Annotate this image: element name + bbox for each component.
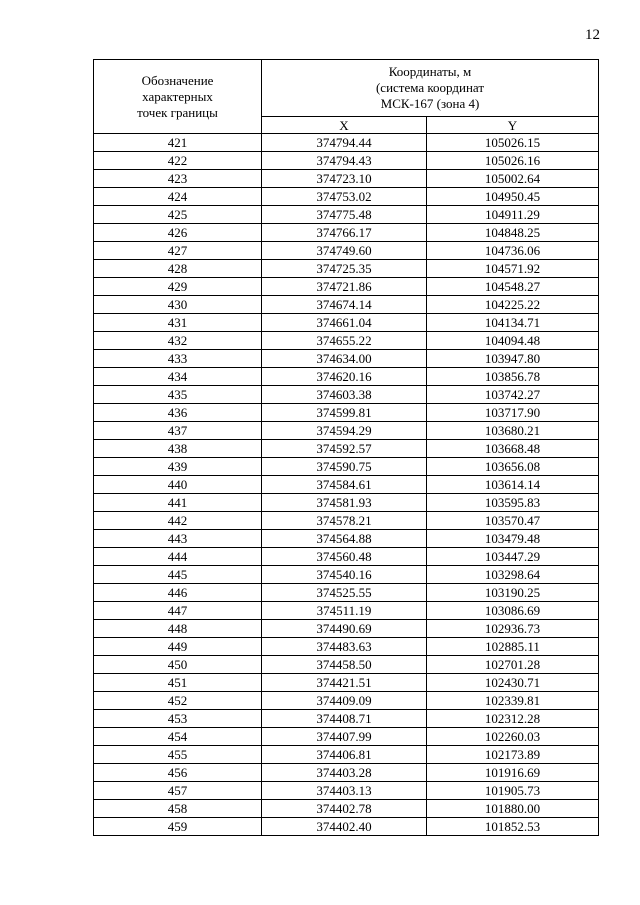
point-id-cell: 448 xyxy=(94,620,262,638)
x-coordinate-cell: 374483.63 xyxy=(262,638,427,656)
table-row xyxy=(94,242,599,260)
y-coordinate-cell: 103656.08 xyxy=(427,458,599,476)
y-coordinate-cell: 102260.03 xyxy=(427,728,599,746)
table-row xyxy=(94,800,599,818)
point-id-cell: 423 xyxy=(94,170,262,188)
y-coordinate-cell: 102339.81 xyxy=(427,692,599,710)
y-coordinate-cell: 103742.27 xyxy=(427,386,599,404)
x-coordinate-cell: 374402.40 xyxy=(262,818,427,836)
y-coordinate-cell: 103570.47 xyxy=(427,512,599,530)
x-coordinate-cell: 374560.48 xyxy=(262,548,427,566)
table-row xyxy=(94,332,599,350)
point-id-cell: 425 xyxy=(94,206,262,224)
point-id-cell: 427 xyxy=(94,242,262,260)
x-coordinate-cell: 374655.22 xyxy=(262,332,427,350)
y-coordinate-cell: 101880.00 xyxy=(427,800,599,818)
y-coordinate-cell: 102430.71 xyxy=(427,674,599,692)
table-row xyxy=(94,206,599,224)
y-coordinate-cell: 104950.45 xyxy=(427,188,599,206)
y-coordinate-cell: 101916.69 xyxy=(427,764,599,782)
table-row xyxy=(94,386,599,404)
table-row xyxy=(94,314,599,332)
y-coordinate-cell: 103717.90 xyxy=(427,404,599,422)
y-coordinate-cell: 103595.83 xyxy=(427,494,599,512)
x-coordinate-cell: 374634.00 xyxy=(262,350,427,368)
y-coordinate-cell: 103447.29 xyxy=(427,548,599,566)
point-id-cell: 442 xyxy=(94,512,262,530)
point-id-cell: 455 xyxy=(94,746,262,764)
table-row xyxy=(94,530,599,548)
table-row xyxy=(94,782,599,800)
x-coordinate-cell: 374674.14 xyxy=(262,296,427,314)
x-coordinate-cell: 374403.13 xyxy=(262,782,427,800)
point-id-cell: 458 xyxy=(94,800,262,818)
y-coordinate-cell: 102701.28 xyxy=(427,656,599,674)
table-row xyxy=(94,764,599,782)
point-id-cell: 421 xyxy=(94,134,262,152)
header-point-line: точек границы xyxy=(137,104,218,120)
point-id-cell: 459 xyxy=(94,818,262,836)
table-row xyxy=(94,440,599,458)
x-coordinate-cell: 374578.21 xyxy=(262,512,427,530)
table-row xyxy=(94,224,599,242)
y-coordinate-cell: 103856.78 xyxy=(427,368,599,386)
x-coordinate-cell: 374775.48 xyxy=(262,206,427,224)
table-body xyxy=(94,134,599,836)
table-row xyxy=(94,656,599,674)
point-id-cell: 452 xyxy=(94,692,262,710)
x-coordinate-cell: 374620.16 xyxy=(262,368,427,386)
point-id-cell: 426 xyxy=(94,224,262,242)
point-id-cell: 440 xyxy=(94,476,262,494)
y-coordinate-cell: 103668.48 xyxy=(427,440,599,458)
table-row xyxy=(94,260,599,278)
point-id-cell: 454 xyxy=(94,728,262,746)
header-coords-line: (система координат xyxy=(375,80,485,95)
point-id-cell: 451 xyxy=(94,674,262,692)
table-row xyxy=(94,548,599,566)
y-coordinate-cell: 105002.64 xyxy=(427,170,599,188)
point-id-cell: 444 xyxy=(94,548,262,566)
point-id-cell: 437 xyxy=(94,422,262,440)
point-id-cell: 450 xyxy=(94,656,262,674)
x-coordinate-cell: 374584.61 xyxy=(262,476,427,494)
x-coordinate-cell: 374409.09 xyxy=(262,692,427,710)
point-id-cell: 422 xyxy=(94,152,262,170)
point-id-cell: 434 xyxy=(94,368,262,386)
table-row xyxy=(94,350,599,368)
x-coordinate-cell: 374766.17 xyxy=(262,224,427,242)
point-id-cell: 441 xyxy=(94,494,262,512)
y-coordinate-cell: 103947.80 xyxy=(427,350,599,368)
x-coordinate-cell: 374721.86 xyxy=(262,278,427,296)
x-coordinate-cell: 374594.29 xyxy=(262,422,427,440)
header-x: X xyxy=(262,117,427,134)
x-coordinate-cell: 374458.50 xyxy=(262,656,427,674)
point-id-cell: 446 xyxy=(94,584,262,602)
table-row xyxy=(94,512,599,530)
page-number: 12 xyxy=(585,27,600,43)
coordinates-table xyxy=(93,59,599,836)
x-coordinate-cell: 374421.51 xyxy=(262,674,427,692)
x-coordinate-cell: 374525.55 xyxy=(262,584,427,602)
x-coordinate-cell: 374406.81 xyxy=(262,746,427,764)
point-id-cell: 445 xyxy=(94,566,262,584)
point-id-cell: 449 xyxy=(94,638,262,656)
header-point-line: Обозначение xyxy=(141,72,214,88)
y-coordinate-cell: 104548.27 xyxy=(427,278,599,296)
header-coordinates xyxy=(262,60,599,117)
point-id-cell: 453 xyxy=(94,710,262,728)
table-row xyxy=(94,638,599,656)
y-coordinate-cell: 103298.64 xyxy=(427,566,599,584)
table-row xyxy=(94,422,599,440)
point-id-cell: 430 xyxy=(94,296,262,314)
header-coords-line: Координаты, м xyxy=(388,64,472,79)
table-row xyxy=(94,476,599,494)
point-id-cell: 439 xyxy=(94,458,262,476)
y-coordinate-cell: 103190.25 xyxy=(427,584,599,602)
table-row xyxy=(94,170,599,188)
x-coordinate-cell: 374403.28 xyxy=(262,764,427,782)
y-coordinate-cell: 104848.25 xyxy=(427,224,599,242)
y-coordinate-cell: 104911.29 xyxy=(427,206,599,224)
point-id-cell: 429 xyxy=(94,278,262,296)
table-row xyxy=(94,404,599,422)
header-y: Y xyxy=(427,117,599,134)
header-point-line: характерных xyxy=(142,88,213,104)
point-id-cell: 435 xyxy=(94,386,262,404)
x-coordinate-cell: 374592.57 xyxy=(262,440,427,458)
y-coordinate-cell: 102885.11 xyxy=(427,638,599,656)
y-coordinate-cell: 102173.89 xyxy=(427,746,599,764)
table-row xyxy=(94,296,599,314)
y-coordinate-cell: 101852.53 xyxy=(427,818,599,836)
y-coordinate-cell: 104094.48 xyxy=(427,332,599,350)
table-row xyxy=(94,152,599,170)
x-coordinate-cell: 374749.60 xyxy=(262,242,427,260)
point-id-cell: 428 xyxy=(94,260,262,278)
x-coordinate-cell: 374723.10 xyxy=(262,170,427,188)
x-coordinate-cell: 374402.78 xyxy=(262,800,427,818)
point-id-cell: 424 xyxy=(94,188,262,206)
x-coordinate-cell: 374564.88 xyxy=(262,530,427,548)
table-row xyxy=(94,710,599,728)
table-row xyxy=(94,602,599,620)
table-row xyxy=(94,674,599,692)
y-coordinate-cell: 101905.73 xyxy=(427,782,599,800)
x-coordinate-cell: 374408.71 xyxy=(262,710,427,728)
y-coordinate-cell: 102312.28 xyxy=(427,710,599,728)
y-coordinate-cell: 103680.21 xyxy=(427,422,599,440)
y-coordinate-cell: 102936.73 xyxy=(427,620,599,638)
y-coordinate-cell: 104571.92 xyxy=(427,260,599,278)
x-coordinate-cell: 374407.99 xyxy=(262,728,427,746)
x-coordinate-cell: 374590.75 xyxy=(262,458,427,476)
x-coordinate-cell: 374753.02 xyxy=(262,188,427,206)
x-coordinate-cell: 374725.35 xyxy=(262,260,427,278)
table-row xyxy=(94,728,599,746)
header-coords-line: МСК-167 (зона 4) xyxy=(380,96,480,111)
x-coordinate-cell: 374511.19 xyxy=(262,602,427,620)
table-row xyxy=(94,494,599,512)
y-coordinate-cell: 103479.48 xyxy=(427,530,599,548)
point-id-cell: 432 xyxy=(94,332,262,350)
x-coordinate-cell: 374599.81 xyxy=(262,404,427,422)
point-id-cell: 436 xyxy=(94,404,262,422)
x-coordinate-cell: 374603.38 xyxy=(262,386,427,404)
y-coordinate-cell: 105026.16 xyxy=(427,152,599,170)
table-row xyxy=(94,278,599,296)
table-row xyxy=(94,584,599,602)
point-id-cell: 456 xyxy=(94,764,262,782)
point-id-cell: 438 xyxy=(94,440,262,458)
table-row xyxy=(94,692,599,710)
point-id-cell: 433 xyxy=(94,350,262,368)
table-row xyxy=(94,458,599,476)
x-coordinate-cell: 374490.69 xyxy=(262,620,427,638)
point-id-cell: 431 xyxy=(94,314,262,332)
header-point-designation xyxy=(94,60,262,134)
x-coordinate-cell: 374794.43 xyxy=(262,152,427,170)
y-coordinate-cell: 103614.14 xyxy=(427,476,599,494)
x-coordinate-cell: 374540.16 xyxy=(262,566,427,584)
y-coordinate-cell: 104225.22 xyxy=(427,296,599,314)
table-row xyxy=(94,818,599,836)
table-row xyxy=(94,368,599,386)
point-id-cell: 443 xyxy=(94,530,262,548)
x-coordinate-cell: 374581.93 xyxy=(262,494,427,512)
x-coordinate-cell: 374794.44 xyxy=(262,134,427,152)
y-coordinate-cell: 103086.69 xyxy=(427,602,599,620)
y-coordinate-cell: 105026.15 xyxy=(427,134,599,152)
y-coordinate-cell: 104134.71 xyxy=(427,314,599,332)
point-id-cell: 457 xyxy=(94,782,262,800)
table-row xyxy=(94,134,599,152)
table-row xyxy=(94,188,599,206)
table-row xyxy=(94,746,599,764)
point-id-cell: 447 xyxy=(94,602,262,620)
x-coordinate-cell: 374661.04 xyxy=(262,314,427,332)
y-coordinate-cell: 104736.06 xyxy=(427,242,599,260)
table-row xyxy=(94,566,599,584)
table-row xyxy=(94,620,599,638)
